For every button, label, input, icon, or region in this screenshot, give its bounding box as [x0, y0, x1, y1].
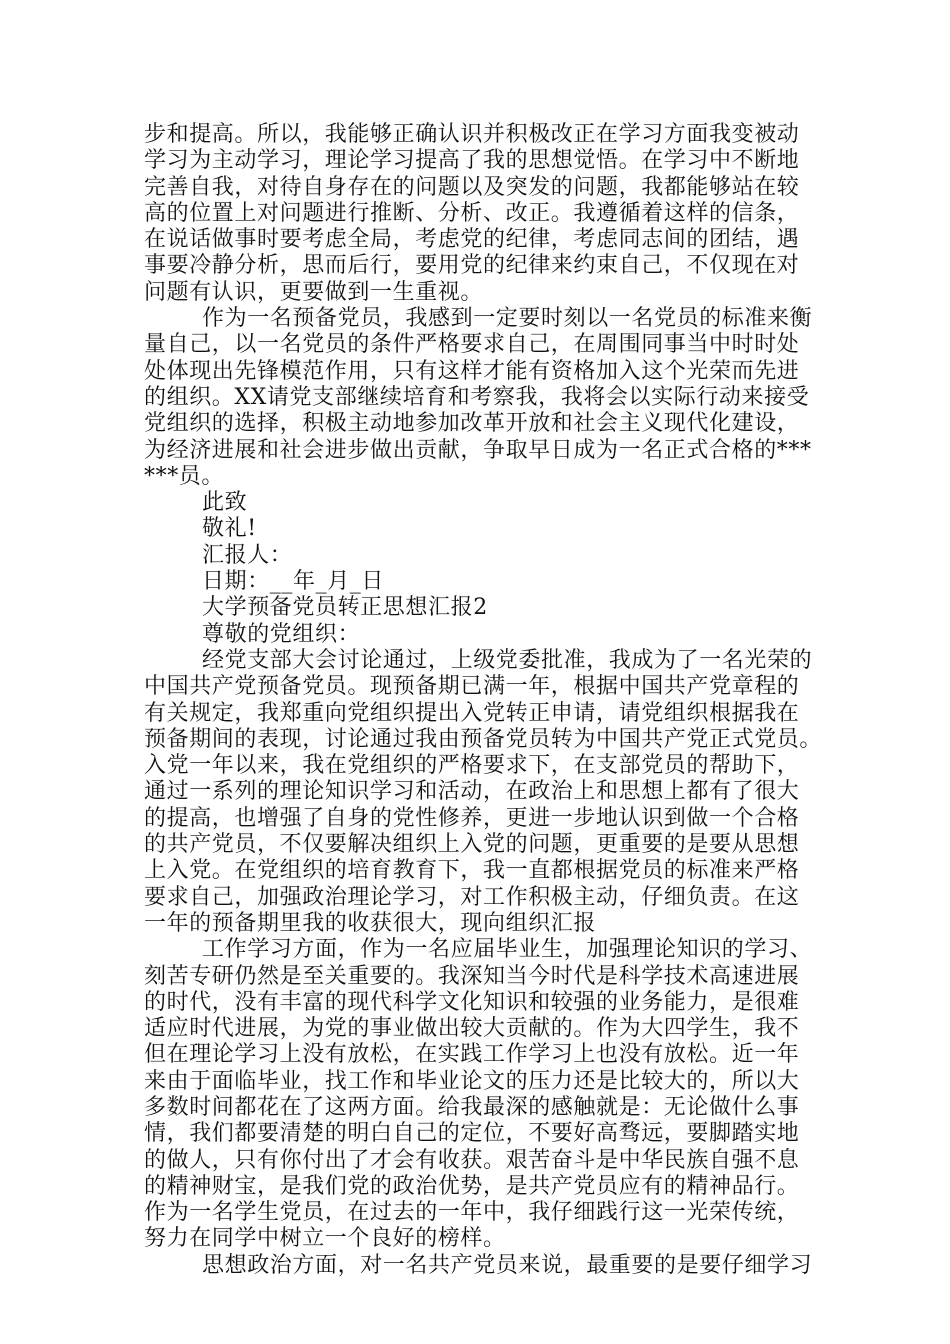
text-line: 的组织。XX请党支部继续培育和考察我，我将会以实际行动来接受 — [144, 384, 810, 410]
text-line: 一年的预备期里我的收获很大，现向组织汇报 — [144, 910, 597, 936]
text-line: 尊敬的党组织： — [202, 621, 361, 647]
text-line: 的提高，也增强了自身的党性修养，更进一步地认识到做一个合格 — [144, 805, 800, 831]
text-line: 来由于面临毕业，找工作和毕业论文的压力还是比较大的，所以大 — [144, 1068, 800, 1094]
text-line: 事要冷静分析，思而后行，要用党的纪律来约束自己，不仅现在对 — [144, 253, 800, 279]
text-line: 工作学习方面，作为一名应届毕业生，加强理论知识的学习、 — [202, 937, 813, 963]
text-line: ***员。 — [144, 463, 225, 489]
text-line: 日期：__年_月_日 — [202, 569, 385, 595]
text-line: 适应时代进展，为党的事业做出较大贡献的。作为大四学生，我不 — [144, 1016, 800, 1042]
text-line: 此致 — [202, 490, 248, 516]
text-line: 完善自我，对待自身存在的问题以及突发的问题，我都能够站在较 — [144, 174, 800, 200]
text-line: 党组织的选择，积极主动地参加改革开放和社会主义现代化建设， — [144, 411, 800, 437]
text-line: 量自己，以一名党员的条件严格要求自己，在周围同事当中时时处 — [144, 332, 800, 358]
text-line: 通过一系列的理论知识学习和活动，在政治上和思想上都有了很大 — [144, 779, 800, 805]
text-line: 努力在同学中树立一个良好的榜样。 — [144, 1226, 506, 1252]
text-line: 有关规定，我郑重向党组织提出入党转正申请，请党组织根据我在 — [144, 700, 800, 726]
text-line: 入党一年以来，我在党组织的严格要求下，在支部党员的帮助下， — [144, 753, 800, 779]
text-line: 问题有认识，更要做到一生重视。 — [144, 279, 484, 305]
text-line: 大学预备党员转正思想汇报2 — [202, 595, 488, 621]
text-line: 但在理论学习上没有放松，在实践工作学习上也没有放松。近一年 — [144, 1042, 800, 1068]
text-line: 汇报人： — [202, 542, 293, 568]
text-line: 在说话做事时要考虑全局，考虑党的纪律，考虑同志间的团结，遇 — [144, 227, 800, 253]
text-line: 步和提高。所以，我能够正确认识并积极改正在学习方面我变被动 — [144, 122, 800, 147]
text-line: 的共产党员，不仅要解决组织上入党的问题，更重要的是要从思想 — [144, 832, 800, 858]
text-line: 思想政治方面，对一名共产党员来说，最重要的是要仔细学习 — [202, 1252, 813, 1278]
text-line: 中国共产党预备党员。现预备期已满一年，根据中国共产党章程的 — [144, 674, 800, 700]
text-line: 预备期间的表现，讨论通过我由预备党员转为中国共产党正式党员。 — [144, 726, 823, 752]
document-body — [144, 122, 824, 1279]
text-line: 要求自己，加强政治理论学习，对工作积极主动，仔细负责。在这 — [144, 884, 800, 910]
text-line: 作为一名预备党员，我感到一定要时刻以一名党员的标准来衡 — [202, 306, 813, 332]
text-line: 的时代，没有丰富的现代科学文化知识和较强的业务能力，是很难 — [144, 989, 800, 1015]
text-line: 的做人，只有你付出了才会有收获。艰苦奋斗是中华民族自强不息 — [144, 1147, 800, 1173]
text-line: 敬礼! — [202, 516, 257, 542]
text-line: 情，我们都要清楚的明白自己的定位，不要好高骛远，要脚踏实地 — [144, 1121, 800, 1147]
text-line: 高的位置上对问题进行推断、分析、改正。我遵循着这样的信条， — [144, 200, 800, 226]
text-line: 多数时间都花在了这两方面。给我最深的感触就是：无论做什么事 — [144, 1094, 800, 1120]
text-line: 作为一名学生党员，在过去的一年中，我仔细践行这一光荣传统， — [144, 1200, 800, 1226]
text-line: 为经济进展和社会进步做出贡献，争取早日成为一名正式合格的*** — [144, 437, 812, 463]
text-line: 上入党。在党组织的培育教育下，我一直都根据党员的标准来严格 — [144, 858, 800, 884]
text-line: 学习为主动学习，理论学习提高了我的思想觉悟。在学习中不断地 — [144, 148, 800, 174]
text-line: 经党支部大会讨论通过，上级党委批准，我成为了一名光荣的 — [202, 647, 813, 673]
text-line: 处体现出先锋模范作用，只有这样才能有资格加入这个光荣而先进 — [144, 358, 800, 384]
text-line: 的精神财宝，是我们党的政治优势，是共产党员应有的精神品行。 — [144, 1173, 800, 1199]
text-line: 刻苦专研仍然是至关重要的。我深知当今时代是科学技术高速进展 — [144, 963, 800, 989]
